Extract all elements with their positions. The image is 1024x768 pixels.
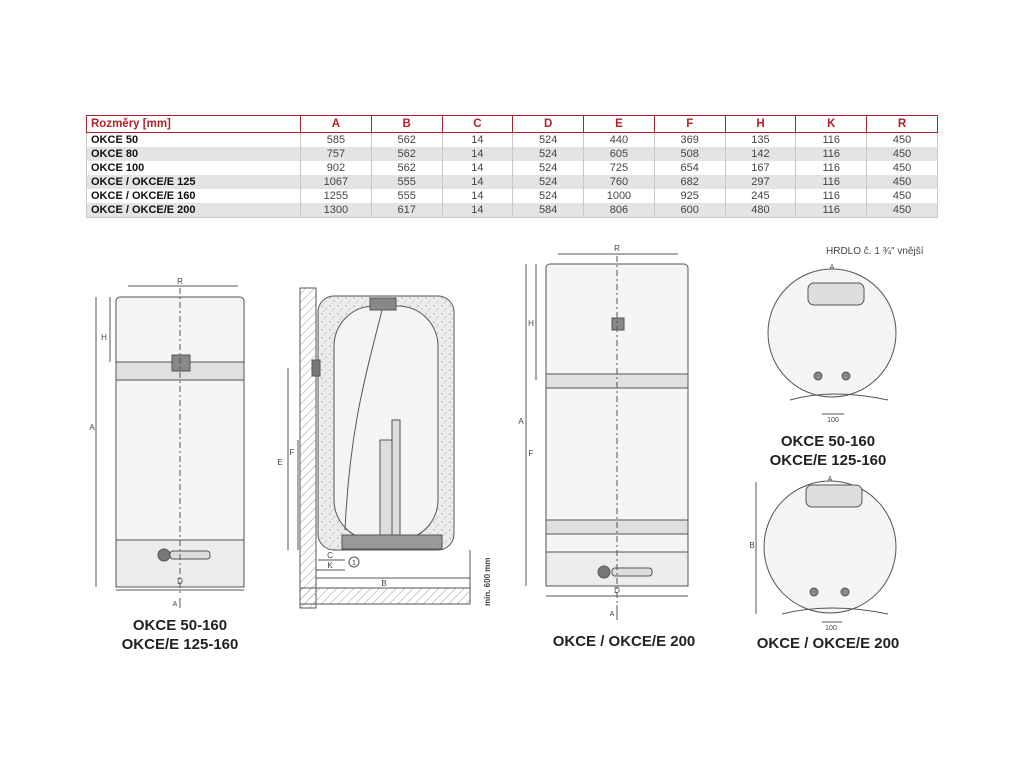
dimension-cell: 1000 [584,189,655,203]
table-header: F [654,116,725,133]
model-name-cell: OKCE / OKCE/E 200 [87,203,301,218]
dimension-cell: 450 [867,203,938,218]
cross-section-view [288,288,470,608]
dim-label-K: K [327,561,333,570]
dimension-cell: 617 [371,203,442,218]
dim-label-F: F [289,448,295,457]
dimension-cell: 450 [867,175,938,189]
dimension-cell: 450 [867,189,938,203]
caption-top-small [748,432,908,470]
table-header: Rozměry [mm] [87,116,301,133]
dimension-cell: 14 [442,189,513,203]
table-header: H [725,116,796,133]
floor [300,588,470,604]
table-header: K [796,116,867,133]
dimension-cell: 1067 [301,175,372,189]
dimension-cell: 116 [796,189,867,203]
top-view-large [756,481,896,622]
dimension-cell: 450 [867,147,938,161]
dimension-cell: 297 [725,175,796,189]
dimension-cell: 555 [371,189,442,203]
model-name-cell: OKCE / OKCE/E 125 [87,175,301,189]
neck-note: HRDLO č. 1 ¾" vnější [826,246,924,257]
dim-label-A-arrow-large: A [609,611,615,618]
dimension-cell: 555 [371,175,442,189]
dimension-cell: 245 [725,189,796,203]
dim-label-A: A [89,423,95,432]
dimension-cell: 760 [584,175,655,189]
dimension-cell: 725 [584,161,655,175]
dim-label-D: D [177,577,183,586]
dimension-cell: 524 [513,161,584,175]
min-clearance-label: min. 600 mm [483,557,492,606]
dim-label-D-large: D [614,586,620,595]
dimension-cell: 757 [301,147,372,161]
caption-front-small [100,616,260,654]
dimension-cell: 562 [371,147,442,161]
model-name-cell: OKCE 100 [87,161,301,175]
dimension-cell: 450 [867,133,938,148]
dimension-cell: 116 [796,133,867,148]
dimension-cell: 508 [654,147,725,161]
dimension-cell: 116 [796,203,867,218]
table-header: D [513,116,584,133]
front-view-large [526,254,688,620]
caption-line: OKCE/E 125-160 [769,452,887,469]
model-name-cell: OKCE / OKCE/E 160 [87,189,301,203]
dimension-cell: 450 [867,161,938,175]
dim-label-100-small: 100 [827,417,839,424]
table-header: C [442,116,513,133]
dimension-cell: 480 [725,203,796,218]
table-header: E [584,116,655,133]
dimension-cell: 585 [301,133,372,148]
dimension-cell: 116 [796,175,867,189]
dimension-cell: 14 [442,133,513,148]
caption-top-large [740,634,916,653]
dimension-cell: 167 [725,161,796,175]
model-name-cell: OKCE 50 [87,133,301,148]
dim-label-A-top-small: A [829,264,835,271]
caption-line: OKCE 50-160 [780,433,876,450]
dimension-cell: 562 [371,133,442,148]
dimension-cell: 1255 [301,189,372,203]
dim-label-R: R [177,277,183,286]
table-header: R [867,116,938,133]
dimension-cell: 605 [584,147,655,161]
dimension-cell: 524 [513,147,584,161]
dimension-cell: 14 [442,203,513,218]
dimension-cell: 1300 [301,203,372,218]
circle-1-label: 1 [352,560,356,567]
dimension-cell: 902 [301,161,372,175]
dim-label-H-large: H [528,319,534,328]
caption-line: OKCE / OKCE/E 200 [756,635,900,652]
top-view-small [768,269,896,414]
dimension-cell: 654 [654,161,725,175]
dim-label-E: E [277,458,283,467]
thermostat-knob [172,355,190,371]
dimension-cell: 524 [513,175,584,189]
dimension-cell: 524 [513,189,584,203]
dimension-cell: 600 [654,203,725,218]
dim-label-A-large: A [518,417,524,426]
dim-label-C: C [327,551,333,560]
dimension-cell: 135 [725,133,796,148]
dim-label-F-large: F [528,449,534,458]
dim-label-B: B [381,579,387,588]
dimension-cell: 806 [584,203,655,218]
wall [300,288,316,608]
dimension-cell: 584 [513,203,584,218]
dimension-cell: 562 [371,161,442,175]
dim-label-A-top-large: A [827,476,833,483]
caption-front-large [536,632,712,651]
caption-line: OKCE / OKCE/E 200 [552,633,696,650]
front-view-small [96,286,244,608]
caption-line: OKCE/E 125-160 [121,636,239,653]
dimension-cell: 142 [725,147,796,161]
dimension-cell: 14 [442,147,513,161]
dimension-cell: 440 [584,133,655,148]
dimension-cell: 925 [654,189,725,203]
dimension-cell: 524 [513,133,584,148]
dim-label-A-arrow: A [172,601,178,608]
dim-label-H: H [101,333,107,342]
dim-label-R-large: R [614,244,620,253]
dimension-cell: 369 [654,133,725,148]
table-header: A [301,116,372,133]
dim-label-B-top-large: B [749,541,755,550]
dimension-cell: 682 [654,175,725,189]
dimension-cell: 116 [796,147,867,161]
dimension-cell: 116 [796,161,867,175]
model-name-cell: OKCE 80 [87,147,301,161]
dimension-cell: 14 [442,161,513,175]
table-header: B [371,116,442,133]
caption-line: OKCE 50-160 [132,617,228,634]
dim-label-100-large: 100 [825,625,837,632]
dimension-cell: 14 [442,175,513,189]
